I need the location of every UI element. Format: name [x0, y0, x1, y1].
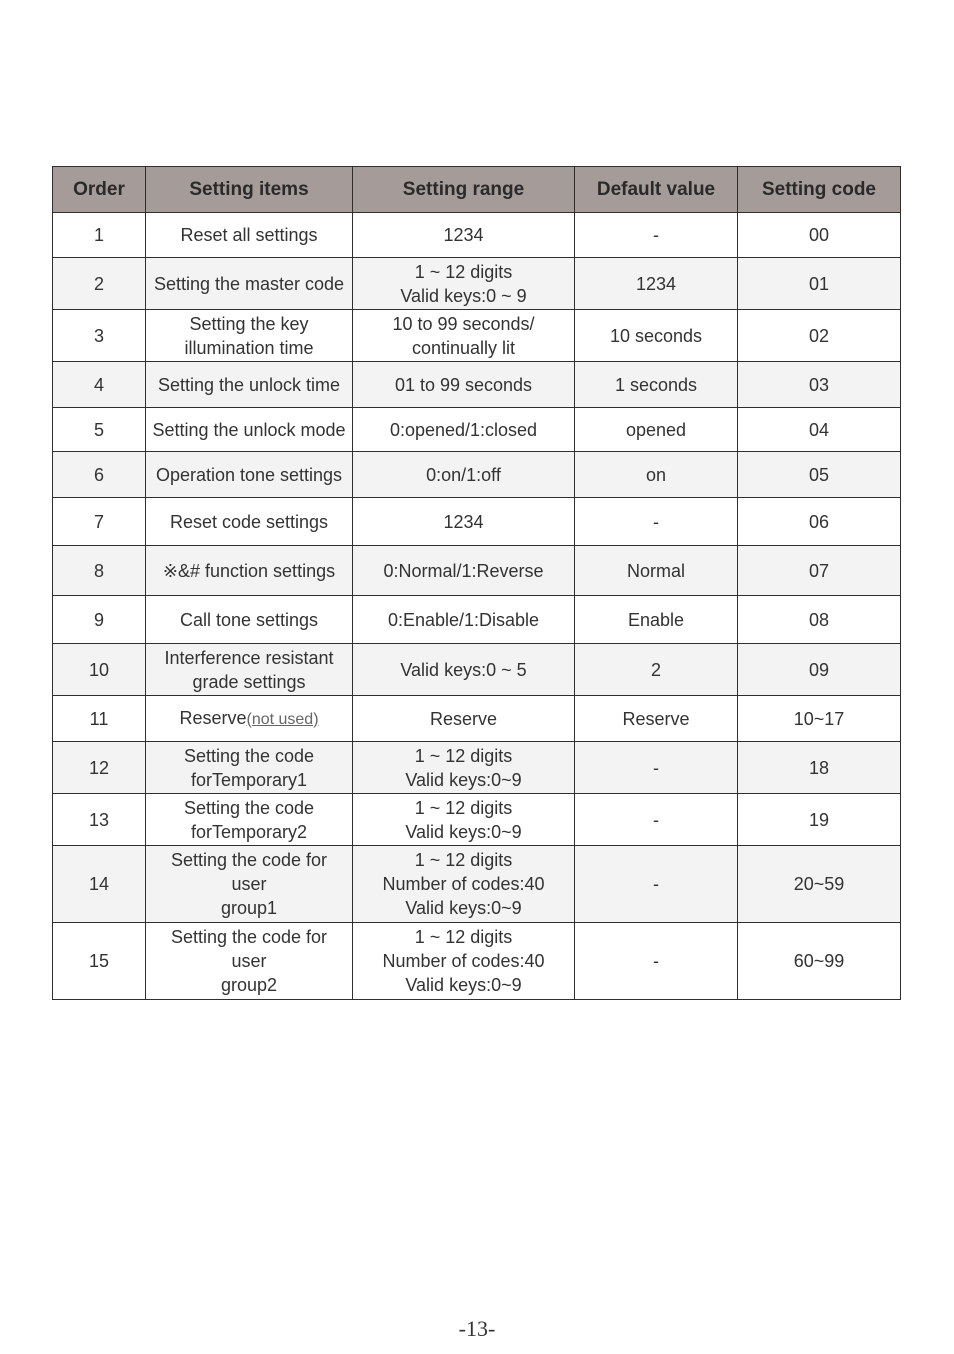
cell-order: 1: [53, 213, 146, 258]
cell-setting-item: [146, 596, 353, 644]
page-number: -13-: [458, 1316, 496, 1341]
cell-order: 7: [53, 498, 146, 546]
table-row: [53, 696, 901, 742]
cell-setting-item: [146, 546, 353, 596]
table-row: [53, 742, 901, 794]
cell-default-value: [575, 742, 738, 794]
cell-setting-item: [146, 258, 353, 310]
cell-default-value-line: 10 seconds: [609, 325, 703, 346]
cell-order: 2: [53, 258, 146, 310]
cell-setting-item-line: Operation tone settings: [155, 464, 343, 485]
cell-setting-item: [146, 794, 353, 846]
header-setting-range: Setting range: [353, 167, 575, 213]
cell-setting-item: [146, 644, 353, 696]
table-row: [53, 644, 901, 696]
cell-order: 14: [53, 846, 146, 923]
cell-setting-range-line: 1 ~ 12 digits: [414, 797, 513, 818]
table-body: [53, 213, 901, 1000]
cell-setting-code: 04: [738, 408, 901, 452]
cell-default-value: [575, 498, 738, 546]
cell-setting-code: 01: [738, 258, 901, 310]
cell-default-value: [575, 846, 738, 923]
cell-item-text: Reserve: [179, 707, 247, 728]
cell-default-value-line: -: [653, 874, 659, 894]
cell-setting-range: [353, 452, 575, 498]
cell-default-value-line: 1 seconds: [614, 374, 698, 395]
cell-order: 15: [53, 923, 146, 1000]
cell-default-value-line: -: [653, 511, 659, 532]
cell-setting-range: [353, 596, 575, 644]
cell-default-value: [575, 362, 738, 408]
cell-order: 13: [53, 794, 146, 846]
cell-setting-code: 02: [738, 310, 901, 362]
cell-setting-item-line: Setting the master code: [153, 273, 345, 294]
cell-setting-range: [353, 644, 575, 696]
cell-setting-item-line: Setting the code: [183, 745, 315, 766]
cell-order: 11: [53, 696, 146, 742]
cell-setting-code: 00: [738, 213, 901, 258]
cell-setting-item-line: Reset code settings: [169, 511, 329, 532]
cell-setting-range-line: Number of codes:40: [382, 951, 545, 971]
cell-setting-range-line: Valid keys:0~9: [405, 821, 522, 842]
cell-setting-item: [146, 742, 353, 794]
cell-setting-code: 06: [738, 498, 901, 546]
cell-default-value: [575, 794, 738, 846]
cell-setting-range: [353, 794, 575, 846]
cell-setting-range: [353, 923, 575, 1000]
cell-setting-range-line: Valid keys:0~9: [405, 975, 522, 995]
cell-default-value: [575, 310, 738, 362]
header-default-value: Default value: [575, 167, 738, 213]
cell-setting-item-line: Setting the unlock mode: [152, 419, 346, 440]
cell-setting-item-line: ※&# function settings: [162, 560, 336, 581]
cell-setting-code: 60~99: [738, 923, 901, 1000]
cell-setting-range: [353, 546, 575, 596]
cell-setting-item-line: forTemporary2: [190, 821, 308, 842]
cell-default-value: [575, 546, 738, 596]
cell-setting-range: [353, 258, 575, 310]
header-setting-items: Setting items: [146, 167, 353, 213]
table-row: [53, 362, 901, 408]
cell-setting-item-line: group2: [220, 975, 278, 995]
cell-default-value-line: -: [653, 225, 659, 245]
cell-setting-range-line: 10 to 99 seconds/: [392, 313, 535, 334]
table-row: [53, 923, 901, 1000]
cell-setting-range: [353, 498, 575, 546]
cell-setting-item: [146, 923, 353, 1000]
cell-setting-range-line: 0:on/1:off: [426, 464, 501, 485]
settings-table: [52, 166, 901, 1000]
cell-setting-range-line: 0:Enable/1:Disable: [387, 609, 540, 630]
cell-setting-range-line: 1 ~ 12 digits: [414, 927, 513, 947]
cell-setting-range-line: 01 to 99 seconds: [394, 374, 533, 395]
cell-setting-item-line: group1: [220, 898, 278, 918]
cell-setting-range: [353, 362, 575, 408]
cell-setting-item-line: illumination time: [184, 337, 314, 358]
cell-default-value: [575, 258, 738, 310]
cell-setting-range: [353, 310, 575, 362]
cell-setting-range-line: 1 ~ 12 digits: [414, 850, 513, 870]
table-header-row: [53, 167, 901, 213]
cell-setting-item: [146, 846, 353, 923]
cell-setting-range-line: Valid keys:0 ~ 5: [400, 659, 527, 680]
header-order: Order: [53, 167, 146, 213]
cell-default-value-line: Enable: [627, 609, 685, 630]
cell-setting-range-line: 1 ~ 12 digits: [414, 261, 513, 282]
cell-setting-range: [353, 213, 575, 258]
cell-default-value-line: 1234: [635, 273, 677, 294]
cell-setting-item-line: Call tone settings: [179, 609, 319, 630]
cell-default-value-line: Reserve: [622, 708, 690, 729]
cell-setting-item: [146, 213, 353, 258]
cell-setting-range-line: Reserve: [429, 708, 498, 729]
cell-order: 10: [53, 644, 146, 696]
table-row: [53, 408, 901, 452]
cell-default-value-line: -: [653, 757, 659, 778]
cell-order: 8: [53, 546, 146, 596]
cell-setting-code: 09: [738, 644, 901, 696]
cell-default-value: [575, 923, 738, 1000]
cell-setting-range: [353, 408, 575, 452]
cell-order: 9: [53, 596, 146, 644]
cell-order: 5: [53, 408, 146, 452]
cell-setting-item: [146, 696, 353, 742]
table-row: [53, 546, 901, 596]
cell-order: 12: [53, 742, 146, 794]
cell-setting-range-line: 0:Normal/1:Reverse: [383, 560, 544, 581]
cell-default-value-line: Normal: [626, 560, 685, 581]
table-row: [53, 258, 901, 310]
table-row: [53, 213, 901, 258]
cell-setting-item-line: forTemporary1: [190, 769, 308, 790]
cell-setting-item-line: Reset all settings: [180, 225, 318, 245]
cell-setting-range-line: Valid keys:0~9: [405, 898, 522, 918]
cell-setting-range-line: continually lit: [411, 337, 516, 358]
cell-default-value-line: -: [653, 809, 659, 830]
cell-default-value: [575, 696, 738, 742]
cell-setting-code: 18: [738, 742, 901, 794]
cell-default-value-line: opened: [625, 419, 687, 440]
cell-setting-item-line: Setting the unlock time: [157, 374, 341, 395]
cell-setting-range-line: Valid keys:0 ~ 9: [400, 285, 527, 306]
cell-setting-code: 08: [738, 596, 901, 644]
cell-setting-code: 05: [738, 452, 901, 498]
header-setting-code: Setting code: [738, 167, 901, 213]
cell-default-value-line: 2: [650, 659, 661, 680]
table-row: [53, 498, 901, 546]
table-row: [53, 310, 901, 362]
cell-setting-range: [353, 742, 575, 794]
cell-setting-item-line: [152, 706, 346, 732]
cell-setting-code: 07: [738, 546, 901, 596]
cell-setting-range-line: 1 ~ 12 digits: [414, 745, 513, 766]
cell-setting-item: [146, 408, 353, 452]
cell-order: 4: [53, 362, 146, 408]
cell-setting-range: [353, 696, 575, 742]
cell-setting-item-line: Setting the code for user: [170, 927, 328, 971]
cell-setting-item-line: Interference resistant: [164, 647, 334, 668]
cell-order: 3: [53, 310, 146, 362]
cell-setting-item-line: Setting the code: [183, 797, 315, 818]
cell-default-value: [575, 408, 738, 452]
table-row: [53, 452, 901, 498]
cell-order: 6: [53, 452, 146, 498]
table-row: [53, 846, 901, 923]
cell-default-value: [575, 644, 738, 696]
cell-setting-range-line: 1234: [443, 511, 484, 532]
cell-setting-item: [146, 310, 353, 362]
cell-setting-item-line: Setting the code for user: [170, 850, 328, 894]
cell-default-value: [575, 213, 738, 258]
cell-setting-item: [146, 452, 353, 498]
cell-setting-item: [146, 362, 353, 408]
cell-setting-range-line: Valid keys:0~9: [405, 769, 522, 790]
table-row: [53, 794, 901, 846]
cell-default-value: [575, 596, 738, 644]
cell-setting-range-line: Number of codes:40: [382, 874, 545, 894]
cell-setting-item-line: Setting the key: [189, 313, 309, 334]
cell-setting-range-line: 0:opened/1:closed: [389, 419, 538, 440]
cell-setting-code: 20~59: [738, 846, 901, 923]
table-row: [53, 596, 901, 644]
cell-setting-code: 10~17: [738, 696, 901, 742]
cell-setting-range: [353, 846, 575, 923]
cell-setting-code: 03: [738, 362, 901, 408]
cell-setting-item-line: grade settings: [192, 671, 306, 692]
not-used-note: (not used): [246, 710, 319, 728]
cell-setting-item: [146, 498, 353, 546]
cell-default-value-line: -: [653, 951, 659, 971]
cell-default-value-line: on: [645, 464, 667, 485]
cell-setting-code: 19: [738, 794, 901, 846]
cell-default-value: [575, 452, 738, 498]
cell-setting-range-line: 1234: [443, 225, 484, 245]
